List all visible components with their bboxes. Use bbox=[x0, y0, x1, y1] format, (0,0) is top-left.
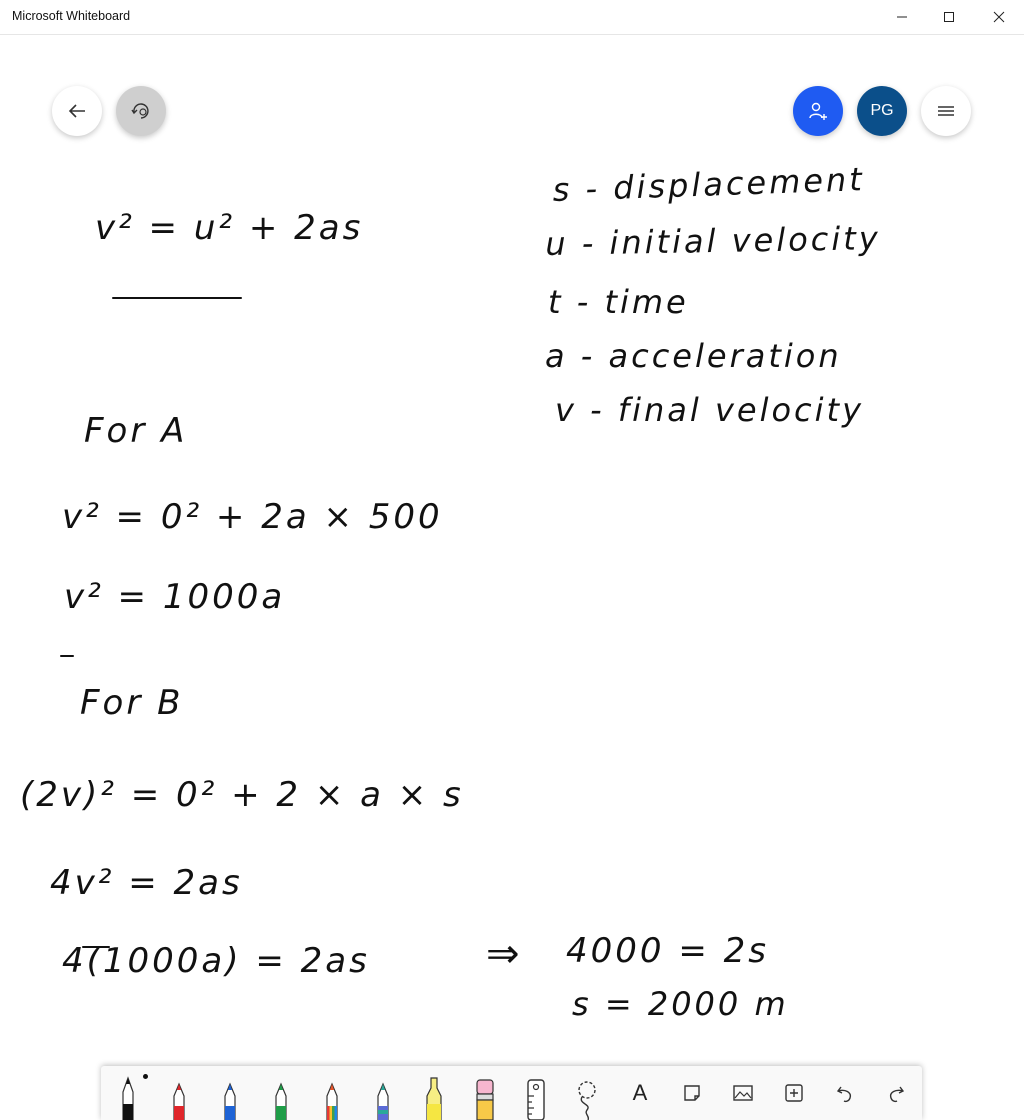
close-icon bbox=[993, 11, 1005, 23]
close-button[interactable] bbox=[976, 0, 1022, 34]
window-title: Microsoft Whiteboard bbox=[12, 9, 131, 23]
result-line: 4000 = 2s bbox=[566, 931, 769, 971]
formula-underline bbox=[112, 297, 242, 299]
blue-pen-tool[interactable] bbox=[213, 1066, 247, 1120]
avatar-initials: PG bbox=[870, 102, 894, 119]
legend-item: v - final velocity bbox=[555, 391, 864, 429]
formula: v² = u² + 2as bbox=[95, 208, 364, 248]
legend-item: u - initial velocity bbox=[545, 219, 882, 263]
maximize-icon bbox=[943, 11, 955, 23]
add-icon bbox=[784, 1083, 804, 1103]
ruler-tool[interactable] bbox=[519, 1066, 553, 1120]
equation-line: 4v² = 2as bbox=[50, 863, 243, 903]
pen-icon bbox=[117, 1074, 139, 1120]
highlighter-tool[interactable] bbox=[417, 1066, 451, 1120]
lasso-icon bbox=[576, 1074, 598, 1120]
result-line: s = 2000 m bbox=[572, 985, 789, 1023]
selected-indicator bbox=[143, 1074, 148, 1079]
red-pen-tool[interactable] bbox=[162, 1066, 196, 1120]
text-tool-label: A bbox=[632, 1080, 648, 1105]
inking-toolbar bbox=[101, 1066, 922, 1120]
undo-button[interactable] bbox=[830, 1078, 860, 1108]
title-bar bbox=[0, 0, 1024, 35]
minimize-button[interactable] bbox=[879, 0, 925, 34]
ruler-icon bbox=[525, 1074, 547, 1120]
image-button[interactable] bbox=[728, 1078, 758, 1108]
pen-icon bbox=[372, 1074, 394, 1120]
add-button[interactable] bbox=[779, 1078, 809, 1108]
redo-icon bbox=[886, 1083, 906, 1103]
text-tool[interactable] bbox=[625, 1078, 655, 1108]
highlighter-icon bbox=[423, 1074, 445, 1120]
equation-line: v² = 0² + 2a × 500 bbox=[62, 497, 443, 537]
undo-icon bbox=[835, 1083, 855, 1103]
eraser-tool[interactable] bbox=[468, 1066, 502, 1120]
minimize-icon bbox=[896, 11, 908, 23]
green-pen-tool[interactable] bbox=[264, 1066, 298, 1120]
pen-icon bbox=[168, 1074, 190, 1120]
note-icon bbox=[682, 1083, 702, 1103]
redo-button[interactable] bbox=[881, 1078, 911, 1108]
legend-item: s - displacement bbox=[552, 160, 866, 209]
galaxy-pen-tool[interactable] bbox=[366, 1066, 400, 1120]
pen-icon bbox=[270, 1074, 292, 1120]
implies-arrow: ⇒ bbox=[486, 931, 523, 977]
ink-mark bbox=[60, 655, 74, 657]
whiteboard-canvas[interactable] bbox=[0, 35, 1024, 1065]
pen-icon bbox=[219, 1074, 241, 1120]
section-b-heading: For B bbox=[80, 683, 184, 723]
legend-item: a - acceleration bbox=[545, 337, 842, 375]
black-pen-tool[interactable] bbox=[111, 1066, 145, 1120]
eraser-icon bbox=[474, 1074, 496, 1120]
equation-line: 4(1000a) = 2as bbox=[62, 941, 370, 981]
note-button[interactable] bbox=[677, 1078, 707, 1108]
image-icon bbox=[732, 1083, 754, 1103]
lasso-tool[interactable] bbox=[570, 1066, 604, 1120]
pen-icon bbox=[321, 1074, 343, 1120]
maximize-button[interactable] bbox=[926, 0, 972, 34]
section-a-heading: For A bbox=[84, 411, 188, 451]
legend-item: t - time bbox=[548, 283, 689, 321]
equation-line: v² = 1000a bbox=[64, 577, 286, 617]
rainbow-pen-tool[interactable] bbox=[315, 1066, 349, 1120]
equation-line: (2v)² = 0² + 2 × a × s bbox=[20, 775, 464, 815]
